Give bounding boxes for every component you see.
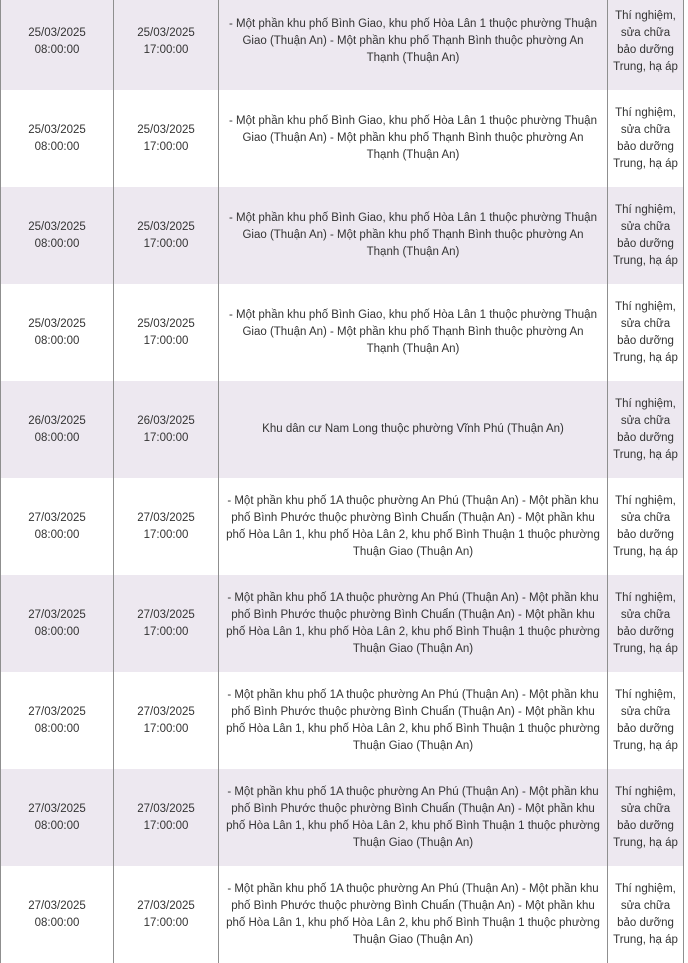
end-date: 25/03/2025 [137,220,195,233]
start-date: 27/03/2025 [28,705,86,718]
start-time: 08:00:00 [34,625,80,638]
end-time: 17:00:00 [143,43,189,56]
start-time: 08:00:00 [34,528,80,541]
start-cell [1,575,114,672]
end-cell [114,575,219,672]
start-cell [1,90,114,187]
area-cell: - Một phần khu phố Bình Giao, khu phố Hòa Lân 1 thuộc phường Thuận Giao (Thuận An) - Một phần khu phố Thạnh Bình thuộc phường An Thạnh (Thuận An) [219,0,608,90]
end-cell [114,672,219,769]
end-time: 17:00:00 [143,431,189,444]
area-cell: - Một phần khu phố 1A thuộc phường An Phú (Thuận An) - Một phần khu phố Bình Phước thuộc phường Bình Chuẩn (Thuận An) - Một phần khu phố Hòa Lân 1, khu phố Hòa Lân 2, khu phố Bình Thuận 1 thuộc phường Thuận Giao (Thuận An) [219,478,608,575]
end-time: 17:00:00 [143,237,189,250]
table-row [1,0,684,90]
outage-table-body [1,0,684,963]
start-date: 27/03/2025 [28,802,86,815]
end-time: 17:00:00 [143,334,189,347]
start-time: 08:00:00 [34,722,80,735]
start-date: 25/03/2025 [28,26,86,39]
end-time: 17:00:00 [143,140,189,153]
end-cell [114,769,219,866]
reason-cell: Thí nghiệm, sửa chữa bảo dưỡng Trung, hạ áp [608,866,684,963]
end-date: 27/03/2025 [137,802,195,815]
end-date: 27/03/2025 [137,608,195,621]
end-time: 17:00:00 [143,625,189,638]
reason-cell: Thí nghiệm, sửa chữa bảo dưỡng Trung, hạ áp [608,381,684,478]
start-time: 08:00:00 [34,916,80,929]
start-time: 08:00:00 [34,431,80,444]
reason-cell: Thí nghiệm, sửa chữa bảo dưỡng Trung, hạ áp [608,284,684,381]
reason-cell: Thí nghiệm, sửa chữa bảo dưỡng Trung, hạ áp [608,575,684,672]
start-cell [1,478,114,575]
start-cell [1,866,114,963]
end-date: 27/03/2025 [137,511,195,524]
table-row [1,672,684,769]
start-time: 08:00:00 [34,819,80,832]
start-date: 27/03/2025 [28,608,86,621]
table-row [1,284,684,381]
table-row [1,478,684,575]
area-cell: Khu dân cư Nam Long thuộc phường Vĩnh Phú (Thuận An) [219,381,608,478]
end-cell [114,478,219,575]
area-cell: - Một phần khu phố Bình Giao, khu phố Hòa Lân 1 thuộc phường Thuận Giao (Thuận An) - Một phần khu phố Thạnh Bình thuộc phường An Thạnh (Thuận An) [219,90,608,187]
start-cell [1,0,114,90]
start-date: 26/03/2025 [28,414,86,427]
end-date: 27/03/2025 [137,705,195,718]
table-row [1,769,684,866]
end-cell [114,381,219,478]
table-row [1,187,684,284]
start-time: 08:00:00 [34,334,80,347]
reason-cell: Thí nghiệm, sửa chữa bảo dưỡng Trung, hạ áp [608,187,684,284]
end-time: 17:00:00 [143,722,189,735]
table-row [1,575,684,672]
start-cell [1,284,114,381]
start-cell [1,381,114,478]
start-date: 27/03/2025 [28,899,86,912]
reason-cell: Thí nghiệm, sửa chữa bảo dưỡng Trung, hạ áp [608,0,684,90]
reason-cell: Thí nghiệm, sửa chữa bảo dưỡng Trung, hạ áp [608,90,684,187]
area-cell: - Một phần khu phố Bình Giao, khu phố Hòa Lân 1 thuộc phường Thuận Giao (Thuận An) - Một phần khu phố Thạnh Bình thuộc phường An Thạnh (Thuận An) [219,187,608,284]
end-time: 17:00:00 [143,819,189,832]
reason-cell: Thí nghiệm, sửa chữa bảo dưỡng Trung, hạ áp [608,769,684,866]
start-cell [1,672,114,769]
end-cell [114,90,219,187]
end-date: 26/03/2025 [137,414,195,427]
end-date: 25/03/2025 [137,123,195,136]
start-date: 25/03/2025 [28,317,86,330]
start-cell [1,187,114,284]
area-cell: - Một phần khu phố 1A thuộc phường An Phú (Thuận An) - Một phần khu phố Bình Phước thuộc phường Bình Chuẩn (Thuận An) - Một phần khu phố Hòa Lân 1, khu phố Hòa Lân 2, khu phố Bình Thuận 1 thuộc phường Thuận Giao (Thuận An) [219,672,608,769]
end-cell [114,187,219,284]
area-cell: - Một phần khu phố 1A thuộc phường An Phú (Thuận An) - Một phần khu phố Bình Phước thuộc phường Bình Chuẩn (Thuận An) - Một phần khu phố Hòa Lân 1, khu phố Hòa Lân 2, khu phố Bình Thuận 1 thuộc phường Thuận Giao (Thuận An) [219,866,608,963]
area-cell: - Một phần khu phố 1A thuộc phường An Phú (Thuận An) - Một phần khu phố Bình Phước thuộc phường Bình Chuẩn (Thuận An) - Một phần khu phố Hòa Lân 1, khu phố Hòa Lân 2, khu phố Bình Thuận 1 thuộc phường Thuận Giao (Thuận An) [219,575,608,672]
reason-cell: Thí nghiệm, sửa chữa bảo dưỡng Trung, hạ áp [608,478,684,575]
start-date: 27/03/2025 [28,511,86,524]
end-time: 17:00:00 [143,528,189,541]
table-row [1,866,684,963]
end-date: 27/03/2025 [137,899,195,912]
end-date: 25/03/2025 [137,317,195,330]
start-date: 25/03/2025 [28,220,86,233]
end-cell [114,284,219,381]
start-date: 25/03/2025 [28,123,86,136]
end-date: 25/03/2025 [137,26,195,39]
table-row [1,90,684,187]
start-time: 08:00:00 [34,237,80,250]
start-cell [1,769,114,866]
reason-cell: Thí nghiệm, sửa chữa bảo dưỡng Trung, hạ áp [608,672,684,769]
area-cell: - Một phần khu phố Bình Giao, khu phố Hòa Lân 1 thuộc phường Thuận Giao (Thuận An) - Một phần khu phố Thạnh Bình thuộc phường An Thạnh (Thuận An) [219,284,608,381]
end-cell [114,866,219,963]
area-cell: - Một phần khu phố 1A thuộc phường An Phú (Thuận An) - Một phần khu phố Bình Phước thuộc phường Bình Chuẩn (Thuận An) - Một phần khu phố Hòa Lân 1, khu phố Hòa Lân 2, khu phố Bình Thuận 1 thuộc phường Thuận Giao (Thuận An) [219,769,608,866]
start-time: 08:00:00 [34,140,80,153]
end-time: 17:00:00 [143,916,189,929]
table-row [1,381,684,478]
start-time: 08:00:00 [34,43,80,56]
end-cell [114,0,219,90]
